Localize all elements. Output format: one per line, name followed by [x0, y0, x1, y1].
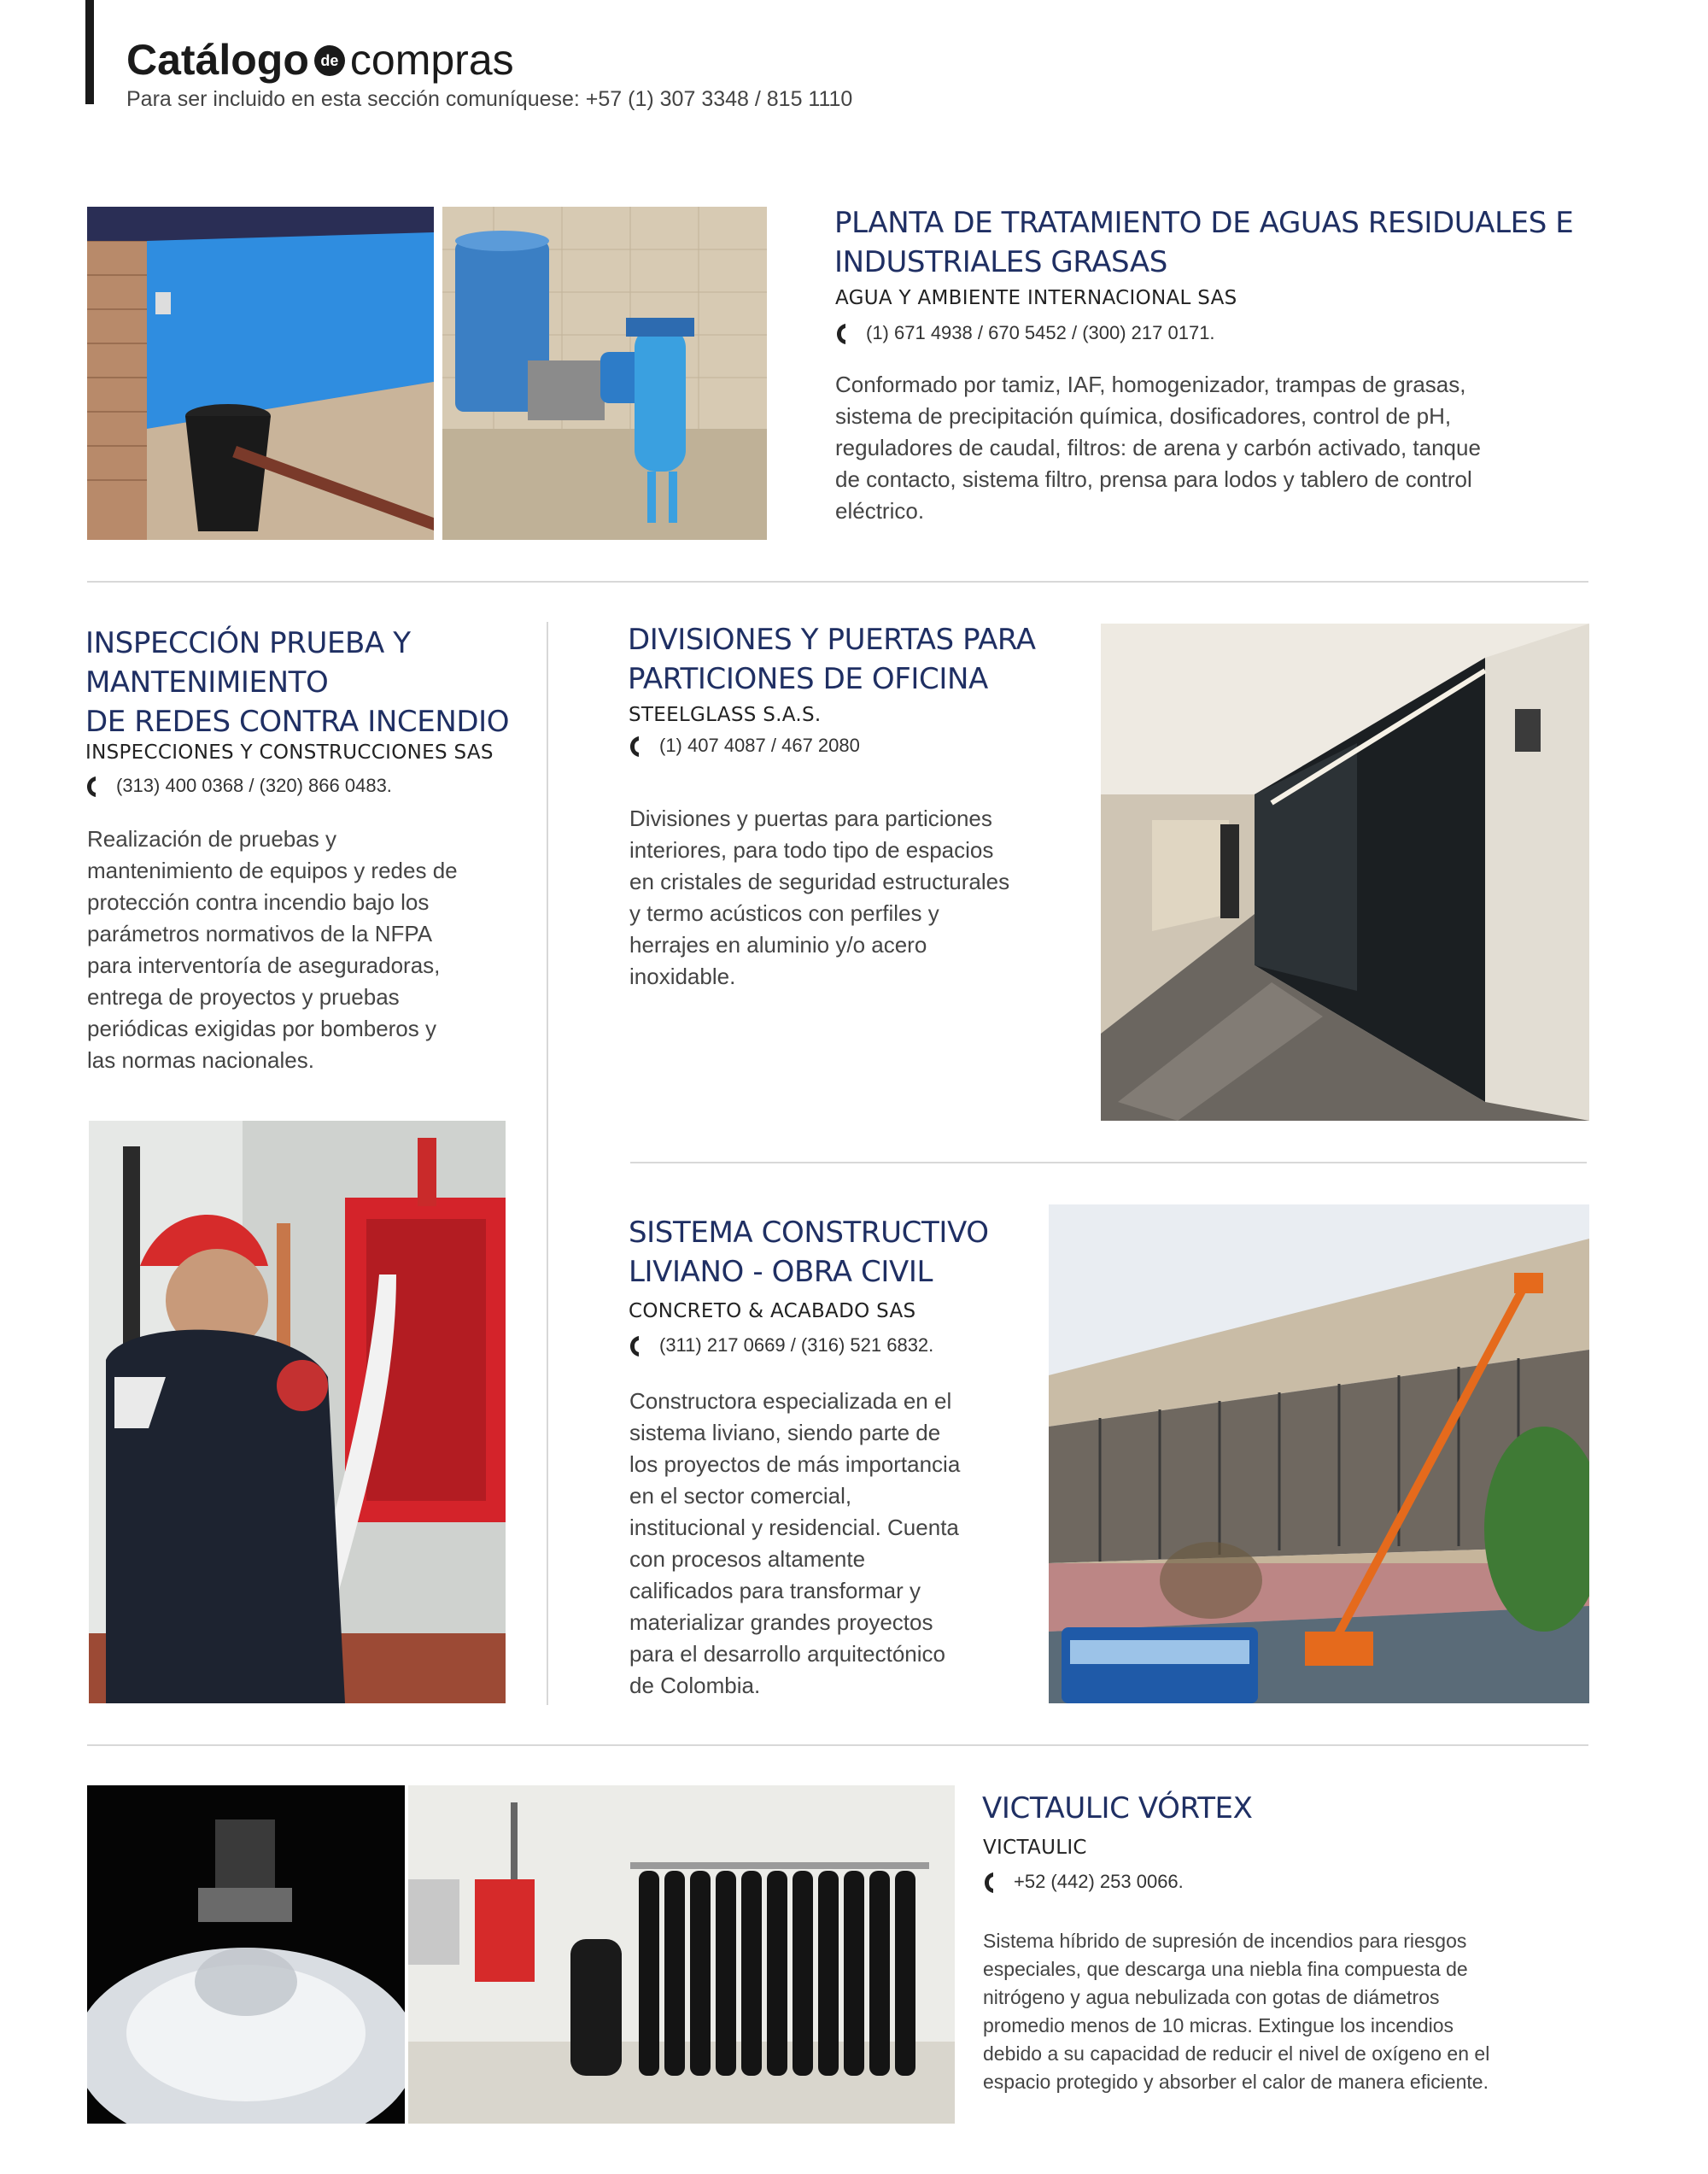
- desc-line: protección contra incendio bajo los: [87, 889, 430, 915]
- desc-line: y termo acústicos con perfiles y: [629, 900, 939, 926]
- divider-top: [87, 581, 1588, 583]
- divider-bottom: [87, 1744, 1588, 1746]
- section-title-rest: compras: [349, 36, 514, 84]
- desc-line: herrajes en aluminio y/o acero: [629, 932, 927, 958]
- section-title-de-badge: de: [314, 45, 345, 76]
- desc-line: para el desarrollo arquitectónico: [629, 1641, 945, 1667]
- victaulic-photo-cylinders: [408, 1785, 955, 2124]
- desc-line: calificados para transformar y: [629, 1578, 921, 1603]
- inspeccion-phone-number: (313) 400 0368 / (320) 866 0483.: [116, 775, 392, 796]
- desc-line: reguladores de caudal, filtros: de arena y carbón activado, tanque: [835, 435, 1481, 460]
- section-subtitle: Para ser incluido en esta sección comuníquese: +57 (1) 307 3348 / 815 1110: [126, 87, 853, 111]
- inspeccion-description: [87, 823, 548, 1076]
- desc-line: Divisiones y puertas para particiones: [629, 806, 992, 831]
- victaulic-company: VICTAULIC: [983, 1837, 1087, 1859]
- inspeccion-title-line3: DE REDES CONTRA INCENDIO: [85, 705, 510, 739]
- desc-line: sistema liviano, siendo parte de: [629, 1420, 941, 1445]
- phone-icon: [629, 1334, 640, 1358]
- inspeccion-phone: [85, 773, 392, 799]
- desc-line: especiales, que descarga una niebla fina compuesta de: [983, 1958, 1468, 1980]
- planta-description: [835, 369, 1604, 527]
- sistema-title-line2: LIVIANO - OBRA CIVIL: [629, 1255, 933, 1289]
- desc-line: interiores, para todo tipo de espacios: [629, 837, 994, 863]
- desc-line: nitrógeno y agua nebulizada con gotas de diámetros: [983, 1986, 1440, 2008]
- divisiones-phone: [629, 733, 860, 759]
- section-title: [126, 32, 514, 87]
- desc-line: para interventoría de aseguradoras,: [87, 952, 441, 978]
- desc-line: en el sector comercial,: [629, 1483, 852, 1509]
- inspeccion-title-line1: INSPECCIÓN PRUEBA Y: [85, 626, 411, 660]
- planta-title-line1: PLANTA DE TRATAMIENTO DE AGUAS RESIDUALES E: [834, 206, 1574, 240]
- desc-line: inoxidable.: [629, 964, 736, 989]
- desc-line: materializar grandes proyectos: [629, 1609, 933, 1635]
- desc-line: de contacto, sistema filtro, prensa para lodos y tablero de control: [835, 466, 1472, 492]
- inspeccion-company: INSPECCIONES Y CONSTRUCCIONES SAS: [85, 741, 494, 764]
- victaulic-phone-number: +52 (442) 253 0066.: [1014, 1871, 1184, 1892]
- divisiones-title-line2: PARTICIONES DE OFICINA: [628, 662, 988, 696]
- phone-icon: [835, 322, 847, 346]
- inspeccion-title: [85, 624, 547, 741]
- desc-line: sistema de precipitación química, dosificadores, control de pH,: [835, 403, 1452, 429]
- divisiones-description: [629, 803, 1108, 993]
- desc-line: periódicas exigidas por bomberos y: [87, 1016, 436, 1041]
- sistema-title-line1: SISTEMA CONSTRUCTIVO: [629, 1216, 989, 1250]
- divider-middle: [630, 1162, 1587, 1163]
- desc-line: de Colombia.: [629, 1673, 761, 1698]
- planta-title-line2: INDUSTRIALES GRASAS: [834, 245, 1167, 279]
- planta-phone-number: (1) 671 4938 / 670 5452 / (300) 217 0171.: [866, 322, 1215, 343]
- desc-line: mantenimiento de equipos y redes de: [87, 858, 458, 883]
- desc-line: eléctrico.: [835, 498, 925, 524]
- planta-photo-wall: [87, 207, 434, 540]
- desc-line: espacio protegido y absorber el calor de manera eficiente.: [983, 2071, 1489, 2093]
- sistema-title: [629, 1213, 1073, 1292]
- inspeccion-photo-technician: [89, 1121, 506, 1703]
- desc-line: los proyectos de más importancia: [629, 1451, 961, 1477]
- desc-line: en cristales de seguridad estructurales: [629, 869, 1010, 894]
- divisiones-title-line1: DIVISIONES Y PUERTAS PARA: [628, 623, 1036, 657]
- planta-photo-equipment: [442, 207, 767, 540]
- sistema-phone: [629, 1333, 933, 1358]
- divisiones-phone-number: (1) 407 4087 / 467 2080: [659, 735, 860, 756]
- divisiones-company: STEELGLASS S.A.S.: [629, 704, 822, 726]
- divisiones-photo-hallway: [1101, 624, 1589, 1121]
- planta-title: [834, 203, 1603, 282]
- victaulic-description: [983, 1927, 1598, 2096]
- desc-line: con procesos altamente: [629, 1546, 866, 1572]
- victaulic-title: VICTAULIC VÓRTEX: [982, 1791, 1253, 1825]
- desc-line: promedio menos de 10 micras. Extingue los incendios: [983, 2014, 1454, 2036]
- sistema-description: [629, 1386, 1039, 1702]
- phone-icon: [983, 1871, 995, 1895]
- section-title-bold: Catálogo: [126, 36, 309, 84]
- desc-line: Realización de pruebas y: [87, 826, 336, 852]
- phone-icon: [629, 735, 640, 759]
- column-divider: [547, 622, 548, 1705]
- desc-line: Conformado por tamiz, IAF, homogenizador, trampas de grasas,: [835, 372, 1466, 397]
- desc-line: entrega de proyectos y pruebas: [87, 984, 400, 1010]
- planta-phone: [835, 320, 1215, 346]
- sistema-company: CONCRETO & ACABADO SAS: [629, 1300, 916, 1322]
- phone-icon: [85, 775, 97, 799]
- planta-company: AGUA Y AMBIENTE INTERNACIONAL SAS: [835, 287, 1237, 309]
- header-accent-bar: [85, 0, 94, 104]
- desc-line: Sistema híbrido de supresión de incendios para riesgos: [983, 1930, 1467, 1952]
- divisiones-title: [628, 620, 1106, 699]
- desc-line: Constructora especializada en el: [629, 1388, 952, 1414]
- victaulic-phone: [983, 1869, 1184, 1895]
- sistema-photo-construction: [1049, 1204, 1589, 1703]
- desc-line: debido a su capacidad de reducir el nivel de oxígeno en el: [983, 2042, 1490, 2065]
- desc-line: las normas nacionales.: [87, 1047, 314, 1073]
- desc-line: parámetros normativos de la NFPA: [87, 921, 433, 946]
- desc-line: institucional y residencial. Cuenta: [629, 1515, 959, 1540]
- inspeccion-title-line2: MANTENIMIENTO: [85, 665, 329, 700]
- sistema-phone-number: (311) 217 0669 / (316) 521 6832.: [659, 1334, 934, 1356]
- victaulic-photo-mist: [87, 1785, 405, 2124]
